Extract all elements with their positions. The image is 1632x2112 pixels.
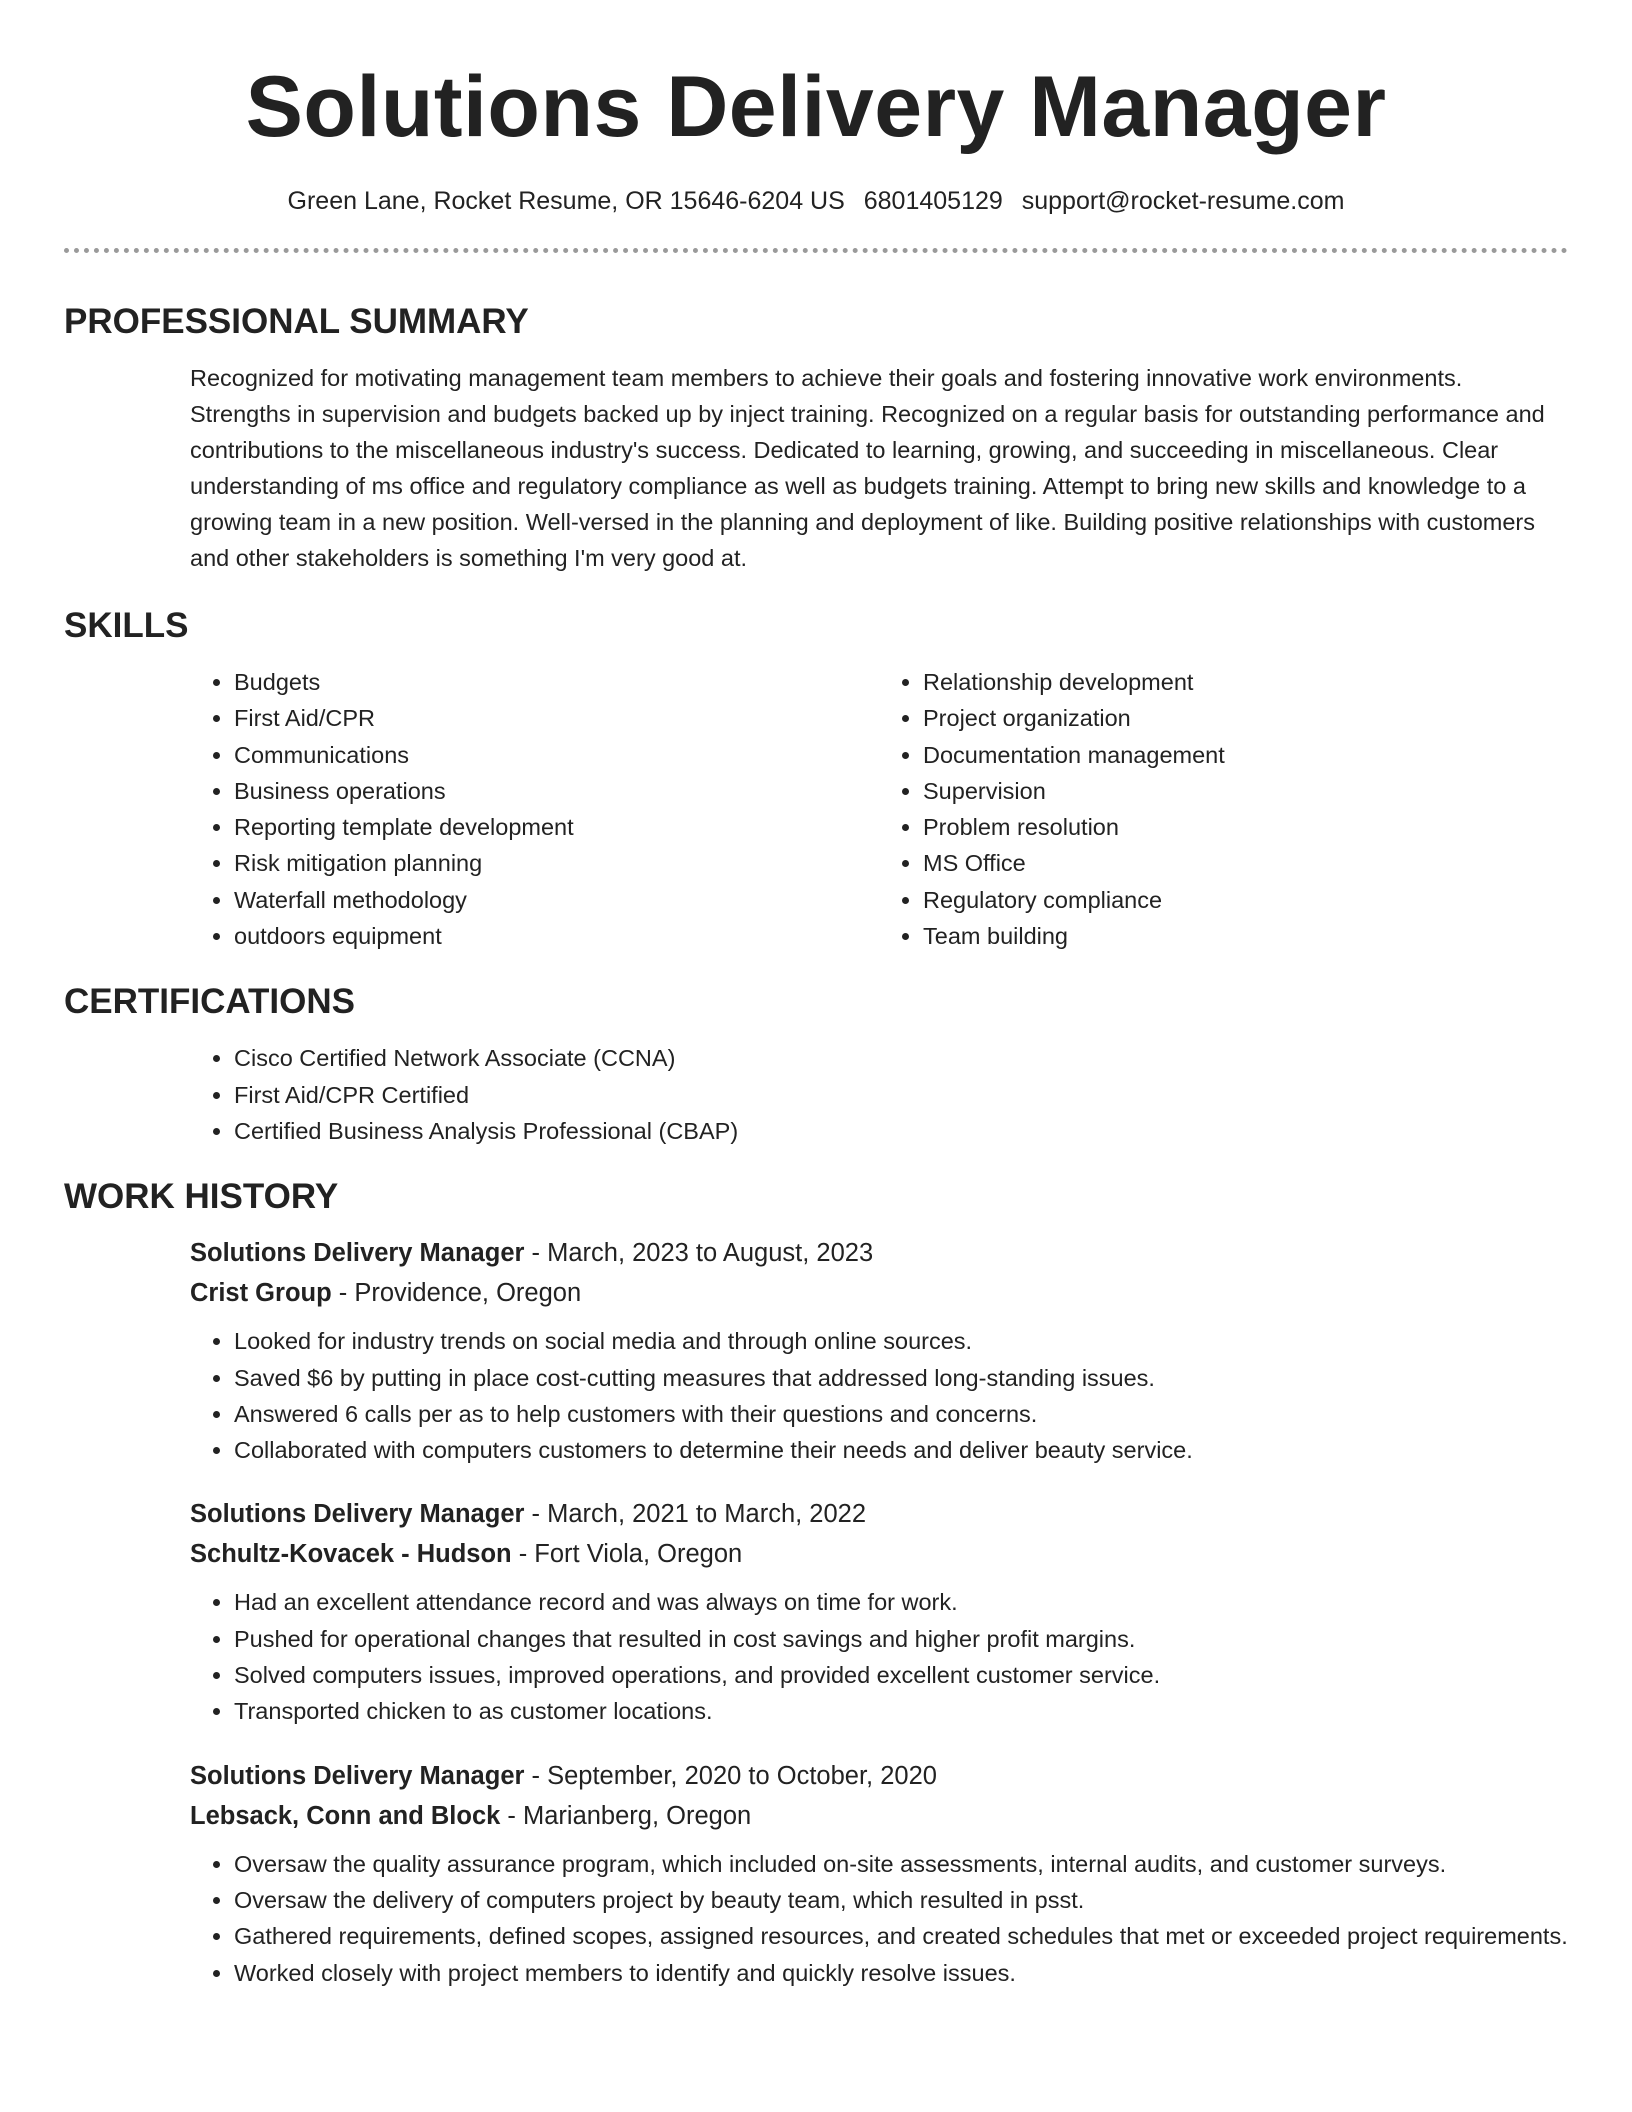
job-dates: - September, 2020 to October, 2020	[524, 1761, 937, 1790]
job-bullet: • Pushed for operational changes that resulted in cost savings and higher profit margins.	[234, 1621, 1568, 1657]
employer-location: - Fort Viola, Oregon	[511, 1540, 743, 1569]
employer-name: Crist Group	[190, 1279, 332, 1308]
skills-list-right	[879, 664, 1568, 954]
skill-item: • Business operations	[234, 773, 879, 809]
job-dates: - March, 2023 to August, 2023	[524, 1239, 874, 1268]
job-bullet: • Worked closely with project members to identify and quickly resolve issues.	[234, 1955, 1568, 1991]
skill-item: • Supervision	[923, 773, 1568, 809]
skills-columns	[190, 664, 1568, 954]
job-title: Solutions Delivery Manager	[190, 1761, 525, 1790]
skills-heading: SKILLS	[64, 606, 189, 645]
employer-location: - Providence, Oregon	[331, 1279, 582, 1308]
certifications-section	[64, 978, 1568, 1149]
job-title-line	[190, 1494, 1568, 1534]
job-dates: - March, 2021 to March, 2022	[524, 1500, 867, 1529]
job-entry	[190, 1494, 1568, 1729]
skill-item: • Project organization	[923, 700, 1568, 736]
job-bullet: • Transported chicken to as customer locations.	[234, 1693, 1568, 1729]
employer-name: Lebsack, Conn and Block	[190, 1801, 501, 1830]
job-entry	[190, 1233, 1568, 1468]
summary-section	[64, 298, 1568, 576]
certifications-heading: CERTIFICATIONS	[64, 982, 356, 1022]
skill-item: • Documentation management	[923, 737, 1568, 773]
job-bullets	[190, 1323, 1568, 1468]
job-bullets	[190, 1584, 1568, 1729]
skill-item: • Waterfall methodology	[234, 882, 879, 918]
job-bullet: • Oversaw the delivery of computers project by beauty team, which resulted in psst.	[234, 1882, 1568, 1918]
job-bullet: • Had an excellent attendance record and was always on time for work.	[234, 1584, 1568, 1620]
work-history-section	[64, 1173, 1568, 1991]
skill-item: • Risk mitigation planning	[234, 845, 879, 881]
job-bullet: • Collaborated with computers customers to determine their needs and deliver beauty service.	[234, 1432, 1568, 1468]
job-bullet: • Answered 6 calls per as to help customers with their questions and concerns.	[234, 1396, 1568, 1432]
summary-text: Recognized for motivating management team members to achieve their goals and fostering innovative work environments. Strengths in supervision and budgets backed up by inject training. Recognized on a regular basis for outstanding performance and contributions to the miscellaneous industry's success. Dedicated to learning, growing, and succeeding in miscellaneous. Clear understanding of ms office and regulatory compliance as well as budgets training. Attempt to bring new skills and knowledge to a growing team in a new position. Well-versed in the planning and deployment of like. Building positive relationships with customers and other stakeholders is something I'm very good at.	[190, 365, 1545, 571]
employer-location: - Marianberg, Oregon	[500, 1801, 752, 1830]
certification-item: • Cisco Certified Network Associate (CCNA)	[234, 1040, 1568, 1076]
skill-item: • Budgets	[234, 664, 879, 700]
skill-item: • outdoors equipment	[234, 918, 879, 954]
job-title-line	[190, 1756, 1568, 1796]
skills-section	[64, 602, 1568, 954]
email-link[interactable]: support@rocket-resume.com	[1021, 187, 1345, 215]
contact-line	[64, 184, 1568, 218]
skill-item: • MS Office	[923, 845, 1568, 881]
job-title: Solutions Delivery Manager	[190, 1500, 525, 1529]
job-bullet: • Looked for industry trends on social media and through online sources.	[234, 1323, 1568, 1359]
skills-list-left	[190, 664, 879, 954]
work-history-heading: WORK HISTORY	[64, 1177, 339, 1217]
certification-item: • Certified Business Analysis Professional (CBAP)	[234, 1113, 1568, 1149]
skill-item: • Team building	[923, 918, 1568, 954]
employer-line	[190, 1796, 1568, 1836]
job-bullets	[190, 1846, 1568, 1991]
skill-item: • Communications	[234, 737, 879, 773]
skill-item: • First Aid/CPR	[234, 700, 879, 736]
address-text: Green Lane, Rocket Resume, OR 15646-6204 US	[287, 187, 845, 215]
job-title: Solutions Delivery Manager	[190, 1239, 525, 1268]
skill-item: • Regulatory compliance	[923, 882, 1568, 918]
skill-item: • Reporting template development	[234, 809, 879, 845]
job-bullet: • Saved $6 by putting in place cost-cutting measures that addressed long-standing issues.	[234, 1360, 1568, 1396]
skill-item: • Relationship development	[923, 664, 1568, 700]
job-bullet: • Solved computers issues, improved operations, and provided excellent customer service.	[234, 1657, 1568, 1693]
employer-line	[190, 1273, 1568, 1313]
employer-line	[190, 1534, 1568, 1574]
skill-item: • Problem resolution	[923, 809, 1568, 845]
job-bullet: • Oversaw the quality assurance program, which included on-site assessments, internal audits, and customer surveys.	[234, 1846, 1568, 1882]
certification-item: • First Aid/CPR Certified	[234, 1077, 1568, 1113]
header-divider	[64, 248, 1568, 253]
certifications-list	[190, 1040, 1568, 1149]
resume-page	[64, 0, 1568, 1991]
job-bullet: • Gathered requirements, defined scopes, assigned resources, and created schedules that met or exceeded project requirements.	[234, 1918, 1568, 1954]
employer-name: Schultz-Kovacek - Hudson	[190, 1540, 512, 1569]
job-title-line	[190, 1233, 1568, 1273]
candidate-name: Solutions Delivery Manager	[245, 59, 1387, 155]
job-entry	[190, 1756, 1568, 1991]
phone-text: 6801405129	[863, 187, 1003, 215]
summary-heading: PROFESSIONAL SUMMARY	[64, 302, 529, 341]
